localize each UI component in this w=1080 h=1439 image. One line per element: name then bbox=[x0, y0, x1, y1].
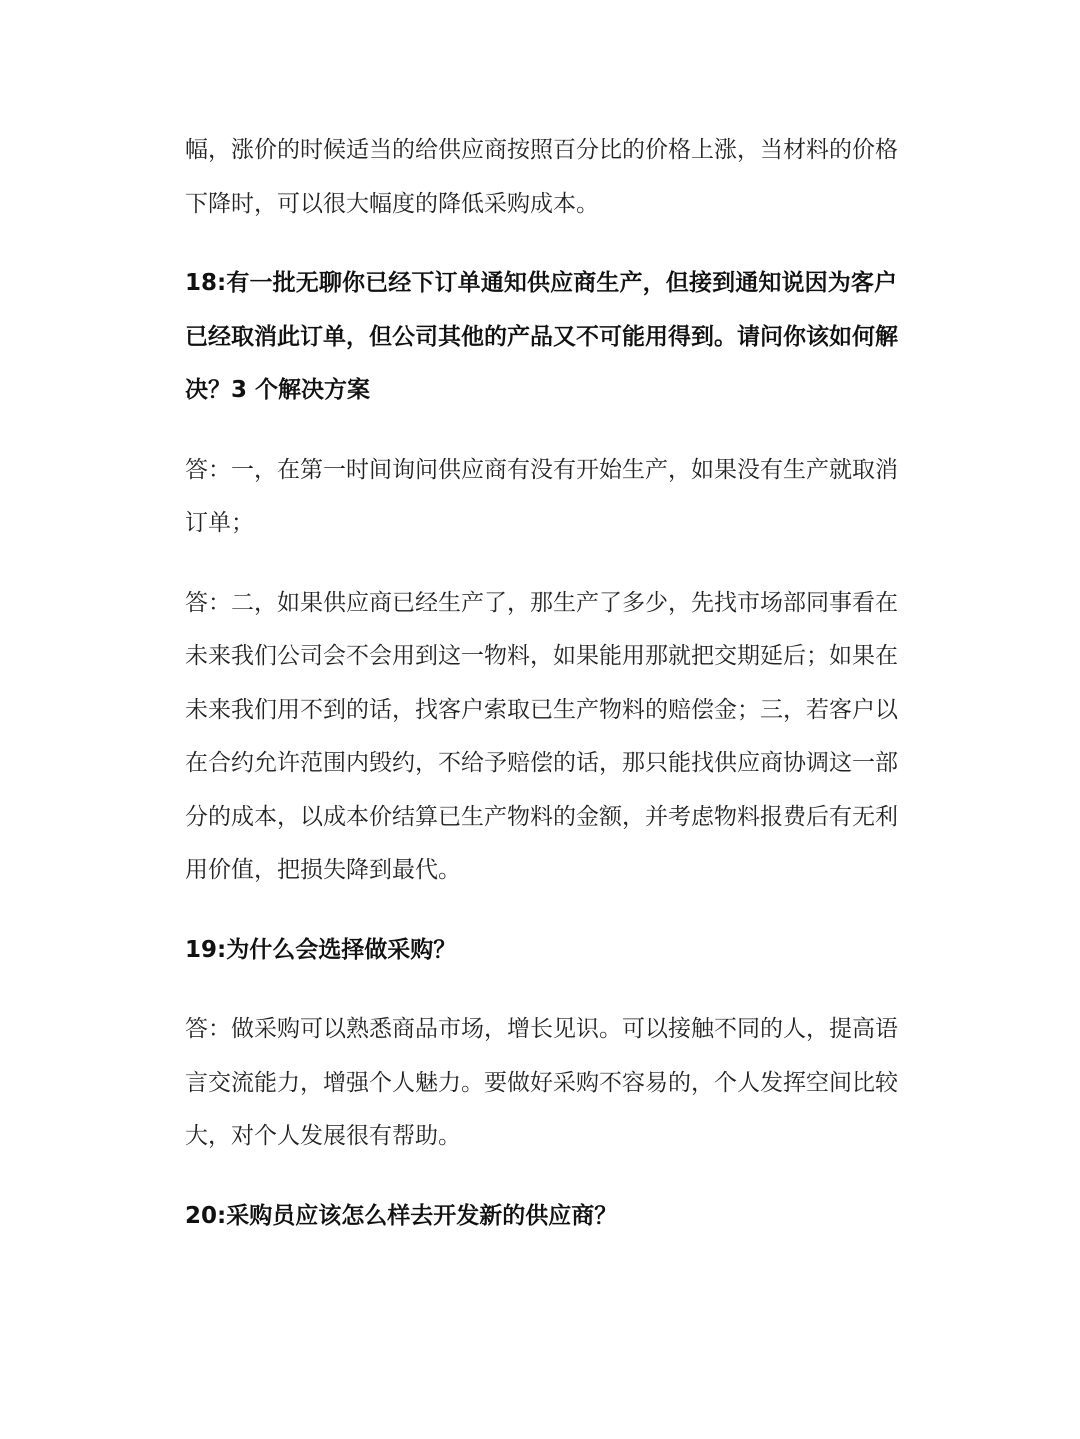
text-line: 幅，涨价的时候适当的给供应商按照百分比的价格上涨，当材料的价格 bbox=[185, 137, 898, 163]
question-19 bbox=[185, 924, 897, 978]
text-line: 下降时，可以很大幅度的降低采购成本。 bbox=[185, 190, 599, 217]
document-page bbox=[185, 124, 897, 1269]
text-line: 订单； bbox=[185, 510, 254, 536]
text-line: 未来我们公司会不会用到这一物料，如果能用那就把交期延后；如果在 bbox=[185, 643, 898, 669]
paragraph-price-adjustment bbox=[185, 124, 897, 231]
text-line: 答：二，如果供应商已经生产了，那生产了多少，先找市场部同事看在 bbox=[185, 589, 898, 616]
question-line: 19:为什么会选择做采购？ bbox=[185, 936, 457, 963]
question-18 bbox=[185, 257, 897, 418]
text-line: 用价值，把损失降到最代。 bbox=[185, 857, 461, 883]
text-line: 答：一，在第一时间询问供应商有没有开始生产，如果没有生产就取消 bbox=[185, 456, 898, 483]
answer-18-part-2 bbox=[185, 577, 897, 898]
text-line: 分的成本，以成本价结算已生产物料的金额，并考虑物料报费后有无利 bbox=[185, 803, 898, 830]
text-line: 在合约允许范围内毁约，不给予赔偿的话，那只能找供应商协调这一部 bbox=[185, 750, 898, 776]
text-line: 大，对个人发展很有帮助。 bbox=[185, 1123, 461, 1149]
question-line: 18:有一批无聊你已经下订单通知供应商生产，但接到通知说因为客户 bbox=[185, 270, 897, 296]
text-line: 言交流能力，增强个人魅力。要做好采购不容易的，个人发挥空间比较 bbox=[185, 1069, 898, 1096]
text-line: 未来我们用不到的话，找客户索取已生产物料的赔偿金；三，若客户以 bbox=[185, 696, 898, 723]
answer-19 bbox=[185, 1003, 897, 1164]
question-line: 已经取消此订单，但公司其他的产品又不可能用得到。请问你该如何解 bbox=[185, 323, 898, 350]
answer-18-part-1 bbox=[185, 444, 897, 551]
question-line: 20:采购员应该怎么样去开发新的供应商？ bbox=[185, 1202, 618, 1229]
text-line: 答：做采购可以熟悉商品市场，增长见识。可以接触不同的人，提高语 bbox=[185, 1016, 898, 1042]
question-line: 决？3 个解决方案 bbox=[185, 377, 371, 403]
question-20 bbox=[185, 1190, 897, 1244]
